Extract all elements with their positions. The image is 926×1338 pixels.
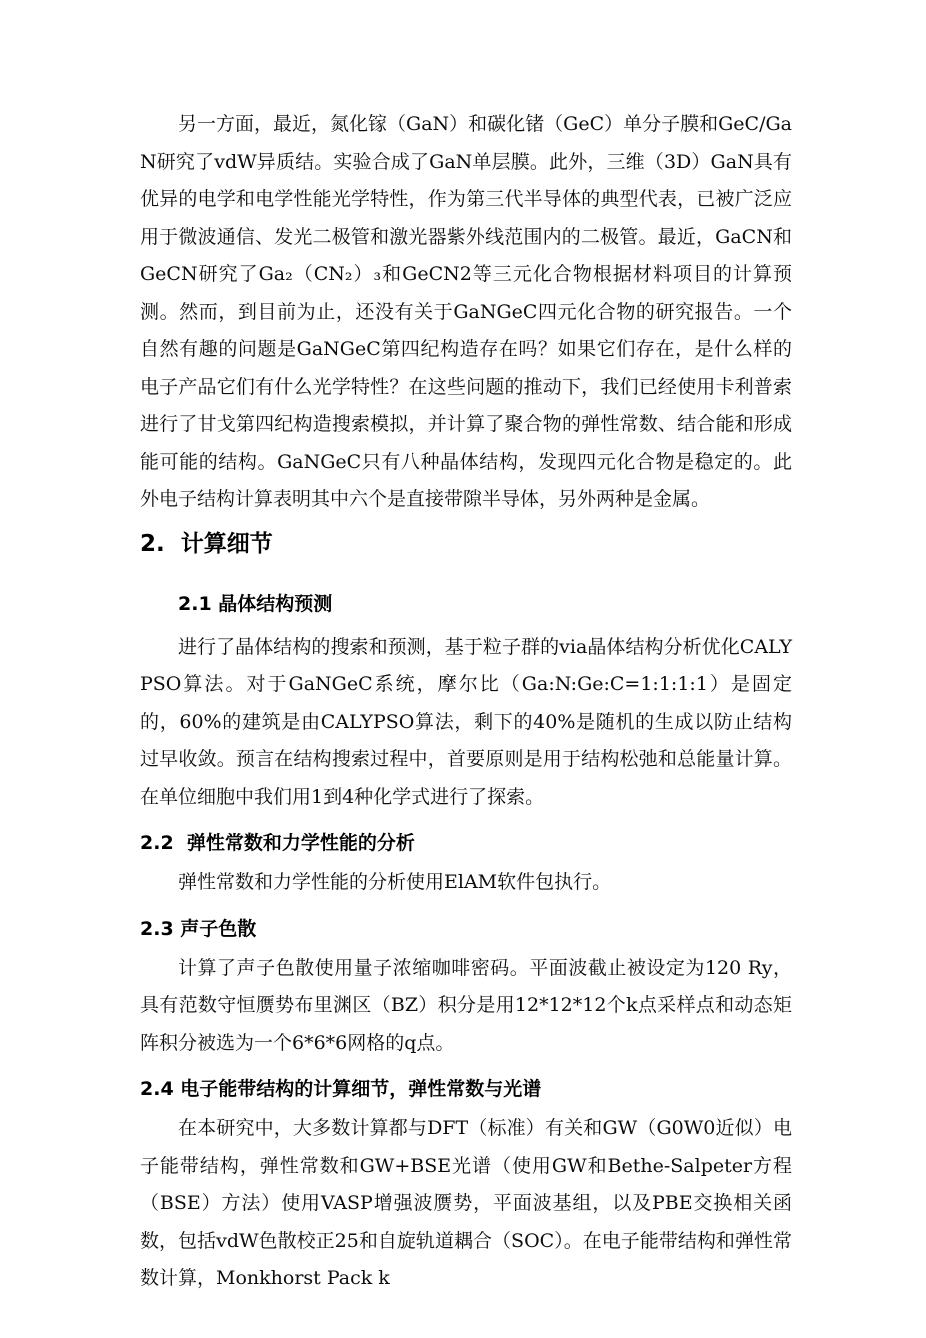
subsection-2-4-paragraph: 在本研究中，大多数计算都与DFT（标准）有关和GW（G0W0近似）电子能带结构，弹性常数和GW+BSE光谱（使用GW和Bethe-Salpeter方程（BSE）方法）使用VASP增强波赝势，平面波基组，以及PBE交换相关函数，包括vdW色散校正25和自旋轨道耦合（SOC）。在电子能带结构和弹性常数计算，Monkhorst Pack k <box>140 1117 792 1289</box>
subsection-2-4-heading: 2.4 电子能带结构的计算细节，弹性常数与光谱 <box>140 1078 542 1100</box>
section-2-heading: 2. 计算细节 <box>140 530 273 557</box>
subsection-2-1-paragraph: 进行了晶体结构的搜索和预测，基于粒子群的via晶体结构分析优化CALYPSO算法。对于GaNGeC系统，摩尔比（Ga:N:Ge:C=1:1:1:1）是固定的，60%的建筑是由CALYPSO算法，剩下的40%是随机的生成以防止结构过早收敛。预言在结构搜索过程中，首要原则是用于结构松弛和总能量计算。在单位细胞中我们用1到4种化学式进行了探索。 <box>140 635 792 808</box>
subsection-2-2-heading: 2.2 弹性常数和力学性能的分析 <box>140 832 415 854</box>
subsection-2-2-paragraph: 弹性常数和力学性能的分析使用ElAM软件包执行。 <box>178 871 612 893</box>
intro-paragraph: 另一方面，最近，氮化镓（GaN）和碳化锗（GeC）单分子膜和GeC/GaN研究了vdW异质结。实验合成了GaN单层膜。此外，三维（3D）GaN具有优异的电学和电学性能光学特性，作为第三代半导体的典型代表，已被广泛应用于微波通信、发光二极管和激光器紫外线范围内的二极管。最近，GaCN和GeCN研究了Ga₂（CN₂）₃和GeCN2等三元化合物根据材料项目的计算预测。然而，到目前为止，还没有关于GaNGeC四元化合物的研究报告。一个自然有趣的问题是GaNGeC第四纪构造存在吗？如果它们存在，是什么样的电子产品它们有什么光学特性？在这些问题的推动下，我们已经使用卡利普索进行了甘戈第四纪构造搜索模拟，并计算了聚合物的弹性常数、结合能和形成能可能的结构。GaNGeC只有八种晶体结构，发现四元化合物是稳定的。此外电子结构计算表明其中六个是直接带隙半导体，另外两种是金属。 <box>140 113 792 510</box>
subsection-2-3-heading: 2.3 声子色散 <box>140 917 257 940</box>
subsection-2-1-heading: 2.1 晶体结构预测 <box>178 592 333 615</box>
subsection-2-3-paragraph: 计算了声子色散使用量子浓缩咖啡密码。平面波截止被设定为120 Ry，具有范数守恒赝势布里渊区（BZ）积分是用12*12*12个k点采样点和动态矩阵积分被选为一个6*6*6网格的q点。 <box>140 956 792 1054</box>
